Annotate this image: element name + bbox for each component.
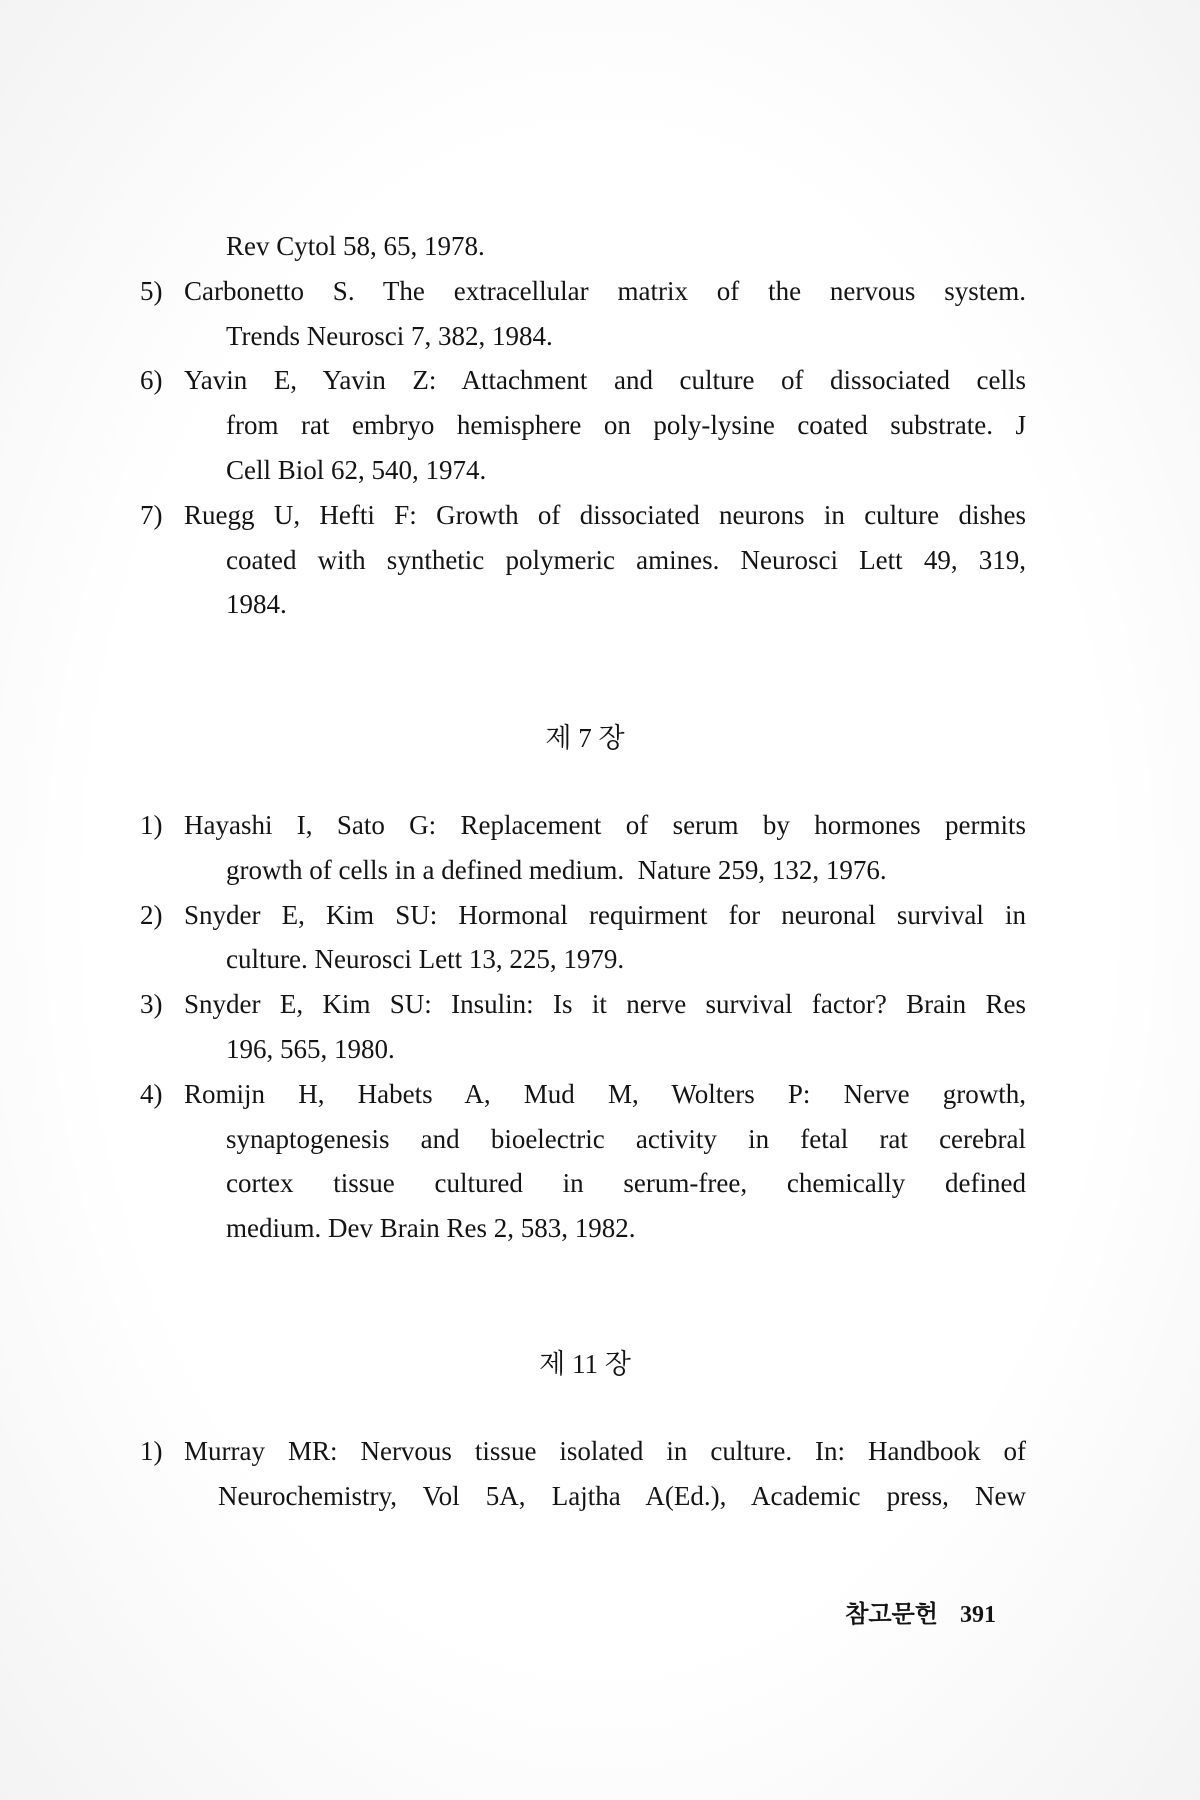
reference-line-row bbox=[0, 314, 1200, 359]
reference-item bbox=[0, 493, 1200, 538]
reference-line: Snyder E, Kim SU: Insulin: Is it nerve survival factor? Brain Res bbox=[184, 989, 1026, 1020]
reference-number: 1) bbox=[140, 1436, 163, 1466]
reference-number: 2) bbox=[140, 899, 163, 930]
reference-line-row bbox=[0, 1206, 1200, 1251]
reference-line: coated with synthetic polymeric amines. Neurosci Lett 49, 319, bbox=[226, 544, 1026, 575]
reference-number: 6) bbox=[140, 365, 163, 396]
reference-continued bbox=[0, 224, 1200, 269]
reference-item bbox=[0, 1429, 1200, 1474]
reference-line: synaptogenesis and bioelectric activity in fetal rat cerebral bbox=[226, 1123, 1026, 1154]
reference-line-row bbox=[0, 1161, 1200, 1206]
reference-line: Rev Cytol 58, 65, 1978. bbox=[226, 231, 485, 261]
reference-line: Hayashi I, Sato G: Replacement of serum by hormones permits bbox=[184, 810, 1026, 840]
chapter-11-heading: 제 11 장 bbox=[539, 1349, 631, 1379]
reference-item bbox=[0, 893, 1200, 938]
reference-line: medium. Dev Brain Res 2, 583, 1982. bbox=[226, 1213, 636, 1244]
reference-line-row bbox=[0, 848, 1200, 893]
reference-line-row bbox=[0, 1117, 1200, 1162]
reference-line: cortex tissue cultured in serum-free, chemically defined bbox=[226, 1168, 1026, 1199]
reference-item bbox=[0, 803, 1200, 848]
reference-number: 1) bbox=[140, 810, 163, 840]
reference-line-row bbox=[0, 403, 1200, 448]
reference-line: Trends Neurosci 7, 382, 1984. bbox=[226, 320, 553, 351]
reference-item bbox=[0, 982, 1200, 1027]
reference-line: Snyder E, Kim SU: Hormonal requirment for neuronal survival in bbox=[184, 899, 1026, 930]
page-footer bbox=[845, 1595, 996, 1635]
reference-line: 1984. bbox=[226, 589, 287, 620]
reference-line: Murray MR: Nervous tissue isolated in culture. In: Handbook of bbox=[184, 1436, 1026, 1466]
reference-line: Carbonetto S. The extracellular matrix of the nervous system. bbox=[184, 275, 1026, 306]
reference-line: culture. Neurosci Lett 13, 225, 1979. bbox=[226, 944, 625, 975]
reference-list-previous-chapter bbox=[0, 224, 1200, 627]
reference-number: 5) bbox=[140, 275, 163, 306]
reference-item bbox=[0, 358, 1200, 403]
reference-line-row bbox=[0, 582, 1200, 627]
chapter-7-heading: 제 7 장 bbox=[545, 723, 625, 753]
reference-line-row bbox=[0, 1474, 1200, 1519]
reference-number: 4) bbox=[140, 1078, 163, 1109]
reference-list-chapter-11 bbox=[0, 1429, 1200, 1519]
reference-line-row bbox=[0, 1027, 1200, 1072]
reference-line: Neurochemistry, Vol 5A, Lajtha A(Ed.), Academic press, New bbox=[218, 1480, 1026, 1511]
reference-line: 196, 565, 1980. bbox=[226, 1033, 395, 1064]
running-footer-title: 참고문헌 bbox=[845, 1602, 938, 1628]
reference-line-row bbox=[0, 937, 1200, 982]
reference-number: 3) bbox=[140, 989, 163, 1020]
reference-line: Yavin E, Yavin Z: Attachment and culture of dissociated cells bbox=[184, 365, 1026, 396]
reference-list-chapter-7 bbox=[0, 803, 1200, 1251]
reference-line: Ruegg U, Hefti F: Growth of dissociated neurons in culture dishes bbox=[184, 499, 1026, 530]
reference-line: Romijn H, Habets A, Mud M, Wolters P: Nerve growth, bbox=[184, 1078, 1026, 1109]
reference-line-row bbox=[0, 538, 1200, 583]
reference-line: Cell Biol 62, 540, 1974. bbox=[226, 454, 487, 485]
reference-line: from rat embryo hemisphere on poly-lysine coated substrate. J bbox=[226, 410, 1026, 441]
reference-number: 7) bbox=[140, 499, 163, 530]
reference-item bbox=[0, 1072, 1200, 1117]
reference-line: growth of cells in a defined medium. Nature 259, 132, 1976. bbox=[226, 854, 887, 885]
page-number: 391 bbox=[960, 1602, 996, 1628]
reference-item bbox=[0, 269, 1200, 314]
reference-line-row bbox=[0, 448, 1200, 493]
